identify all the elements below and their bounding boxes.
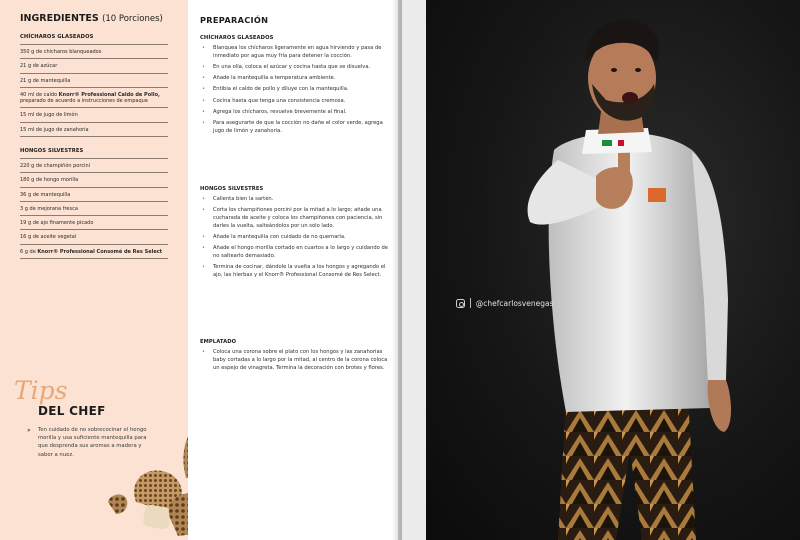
preparation-title: PREPARACIÓN [200, 15, 269, 25]
double-chevron-icon: » [27, 427, 31, 434]
preparation-step: • Termina de cocinar, dándole la vuelta a los hongos y agregando el ajo, las hierbas y el Knorr® Professional Consomé de Res Select. [200, 264, 390, 280]
ingredients-section-chicharos [20, 34, 168, 137]
chef-photo [426, 0, 800, 540]
instagram-handle-text[interactable]: @chefcarlosvenegas [475, 298, 554, 308]
ingredient-item: 36 g de mantequilla [20, 188, 168, 202]
ingredient-item: 19 g de ajo finamente picado [20, 216, 168, 230]
section-heading: EMPLATADO [200, 339, 237, 345]
tips-script-title: Tips [14, 376, 68, 405]
preparation-step: • Cocina hasta que tenga una consistencia cremosa. [200, 98, 390, 106]
ingredient-item: 15 ml de jugo de zanahoria [20, 123, 168, 137]
instagram-icon [456, 299, 465, 308]
tips-body: » Ten cuidado de no sobrecocinar el hongo morilla y usa suficiente mantequilla para que desprenda sus aromas a madera y sabor a nuez. [27, 427, 147, 458]
handle-divider [470, 298, 471, 308]
preparation-step: • Para asegurarte de que la cocción no dañe el color verde, agrega jugo de limón y zanahoria. [200, 120, 390, 136]
preparation-step: • Blanquea los chícharos ligeramente en agua hirviendo y pasa de inmediato por agua muy fría para detener la cocción. [200, 45, 390, 61]
ingredient-item: 350 g de chícharos blanqueados [20, 45, 168, 59]
section-heading: HONGOS SILVESTRES [20, 148, 168, 159]
preparation-step: • Calienta bien la sartén. [200, 196, 390, 204]
section-heading: CHÍCHAROS GLASEADOS [20, 34, 168, 45]
ingredient-item: 180 g de hongo morilla [20, 173, 168, 187]
tips-title: DEL CHEF [38, 404, 106, 418]
ingredient-item: 21 g de mantequilla [20, 74, 168, 88]
ingredient-item: 6 g de Knorr® Professional Consomé de Res Select [20, 245, 168, 259]
ingredient-item: 21 g de azúcar [20, 59, 168, 73]
preparation-section-emplatado [200, 339, 390, 376]
ingredient-item: 16 g de aceite vegetal [20, 230, 168, 244]
preparation-step: • En una olla, coloca el azúcar y cocina hasta que se disuelva. [200, 64, 390, 72]
instagram-handle[interactable] [456, 298, 554, 308]
ingredient-item: 3 g de mejorana fresca [20, 202, 168, 216]
section-heading: CHÍCHAROS GLASEADOS [200, 35, 274, 41]
ingredients-section-hongos [20, 148, 168, 259]
preparation-step: • Añade la mantequilla con cuidado de no quemarla. [200, 234, 390, 242]
ingredient-item: 40 ml de caldo Knorr® Professional Caldo de Pollo, preparado de acuerdo a instrucciones de empaque [20, 88, 168, 109]
ingredient-item: 220 g de champiñón porcini [20, 159, 168, 173]
portions-label: (10 Porciones) [102, 14, 163, 24]
chef-tips [14, 376, 174, 458]
recipe-page [0, 0, 398, 540]
photo-page [402, 0, 800, 540]
chef-figure-image [426, 0, 800, 540]
page-gutter [392, 0, 402, 540]
preparation-step: • Corta los champiñones porcini por la mitad a lo largo; añade una cucharada de aceite y coloca los champiñones con paciencia, sin darles la vuelta, salteándolos por un solo lado. [200, 207, 390, 230]
preparation-section-hongos [200, 186, 390, 283]
preparation-section-chicharos [200, 35, 390, 139]
preparation-step: • Entibia el caldo de pollo y diluye con la mantequilla. [200, 86, 390, 94]
preparation-step: • Añade la mantequilla a temperatura ambiente. [200, 75, 390, 83]
preparation-step: • Añade el hongo morilla cortado en cuartos a lo largo y cuidando de no saltearlo demasiado. [200, 245, 390, 261]
ingredients-title: INGREDIENTES (10 Porciones) [20, 13, 163, 24]
preparation-step: • Coloca una corona sobre el plato con los hongos y las zanahorias baby cortadas a lo largo por la mitad, al centro de la corona coloca un espejo de vinagreta. Termina la decoración con brotes y flores. [200, 349, 390, 372]
section-heading: HONGOS SILVESTRES [200, 186, 264, 192]
preparation-step: • Agrega los chícharos, revuelve brevemente al final. [200, 109, 390, 117]
preparation-column [188, 0, 398, 540]
ingredient-item: 15 ml de jugo de limón [20, 108, 168, 122]
